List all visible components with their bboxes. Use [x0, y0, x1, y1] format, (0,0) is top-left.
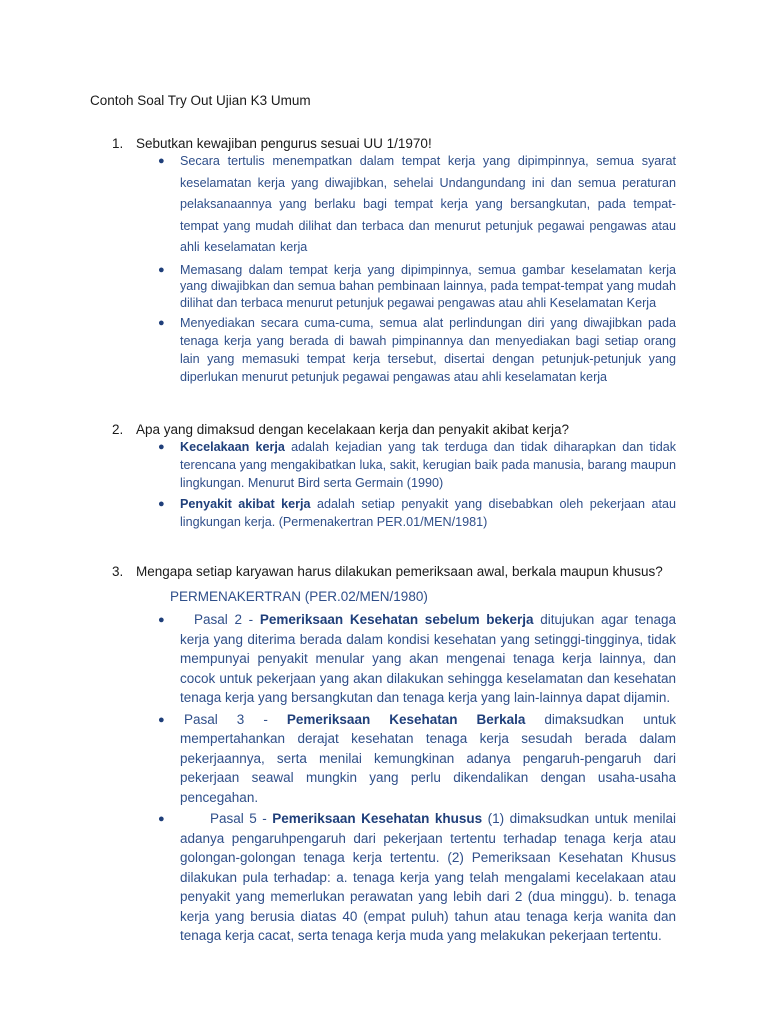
list-item: ● Secara tertulis menempatkan dalam tempat kerja yang dipimpinnya, semua syarat keselamatan kerja yang diwajibkan, sehelai Undangundang ini dan semua peraturan pelaksanaannya yang berlaku bagi tempat kerja yang bersangkutan, pada tempat-tempat yang mudah dilihat dan terbaca dan menurut petunjuk pegawai pengawas atau ahli keselamatan kerja [180, 151, 676, 259]
question-number: 3. [112, 564, 124, 579]
bullet-icon: ● [158, 614, 165, 626]
list-item: ● Penyakit akibat kerja adalah setiap penyakit yang disebabkan oleh pekerjaan atau lingkungan kerja. (Permenakertran PER.01/MEN/1981) [158, 497, 677, 529]
list-item: ● Memasang dalam tempat kerja yang dipimpinnya, semua gambar keselamatan kerja yang diwajibkan dan semua bahan pembinaan lainnya, pada tempat-tempat yang mudah dilihat dan terbaca menurut petunjuk pegawai pengawas atau ahli Keselamatan Kerja [158, 262, 676, 310]
bullet-icon: ● [158, 498, 165, 510]
list-item: ● Pasal 5 - Pemeriksaan Kesehatan khusus (1) dimaksudkan untuk menilai adanya pengaruhpengaruh dari pekerjaan tertentu terhadap tenaga kerja atau golongan-golongan tenaga kerja tertentu. (2) Pemeriksaan Kesehatan Khusus dilakukan pula terhadap: a. tenaga kerja yang telah mengalami kecelakaan atau penyakit yang memerlukan perawatan yang lebih dari 2 (dua minggu). b. tenaga kerja yang berusia diatas 40 (empat puluh) tahun atau tenaga kerja wanita dan tenaga kerja cacat, serta tenaga kerja muda yang melakukan pekerjaan tertentu. [158, 811, 676, 943]
term: Penyakit akibat kerja [180, 497, 311, 511]
document-title: Contoh Soal Try Out Ujian K3 Umum [90, 93, 311, 108]
question-number: 2. [112, 422, 124, 437]
answer-1-list [158, 151, 676, 386]
list-item: ● Kecelakaan kerja adalah kejadian yang tak terduga dan tidak diharapkan dan tidak terencana yang mengakibatkan luka, sakit, kerugian baik pada manusia, barang maupun lingkungan. Menurut Bird serta Germain (1990) [158, 440, 676, 490]
question-text: Apa yang dimaksud dengan kecelakaan kerja dan penyakit akibat kerja? [136, 422, 570, 437]
term: Pemeriksaan Kesehatan khusus [272, 811, 483, 826]
answer-2-list [158, 438, 677, 531]
bullet-icon: ● [158, 263, 165, 276]
question-3 [112, 564, 663, 579]
term: Pemeriksaan Kesehatan Berkala [286, 711, 526, 727]
question-text: Sebutkan kewajiban pengurus sesuai UU 1/1970! [136, 136, 432, 151]
bullet-icon: ● [158, 155, 165, 167]
question-2 [112, 422, 569, 437]
list-item: ● Menyediakan secara cuma-cuma, semua alat perlindungan diri yang diwajibkan pada tenaga kerja yang berada di bawah pimpinannya dan menyediakan bagi setiap orang lain yang memasuki tempat kerja tersebut, disertai dengan petunjuk-petunjuk yang diperlukan menurut petunjuk pegawai pengawas atau ahli keselamatan kerja [158, 316, 676, 385]
bullet-icon: ● [158, 813, 165, 825]
question-1 [112, 136, 432, 151]
term: Pemeriksaan Kesehatan sebelum bekerja [259, 612, 534, 627]
list-item: ● Pasal 2 - Pemeriksaan Kesehatan sebelum bekerja ditujukan agar tenaga kerja yang diterima berada dalam kondisi kesehatan yang setinggi-tingginya, tidak mempunyai penyakit menular yang akan mengenai tenaga kerja lainnya, dan cocok untuk pekerjaan yang akan dilakukan sehingga keselamatan dan kesehatan tenaga kerja yang bersangkutan dan tenaga kerja yang lain-lainnya dapat dijamin. [158, 612, 676, 705]
list-item: ● Pasal 3 - Pemeriksaan Kesehatan Berkala dimaksudkan untuk mempertahankan derajat kesehatan tenaga kerja sesudah berada dalam pekerjaannya, serta menilai kemungkinan adanya pengaruh-pengaruh dari pekerjaan seawal mungkin yang perlu dikendalikan dengan usaha-usaha pencegahan. [158, 711, 676, 805]
question-text: Mengapa setiap karyawan harus dilakukan pemeriksaan awal, berkala maupun khusus? [136, 564, 663, 579]
bullet-icon: ● [158, 441, 165, 453]
bullet-icon: ● [158, 317, 165, 330]
question-number: 1. [112, 136, 124, 151]
answer-3-list [158, 610, 676, 946]
bullet-icon: ● [158, 713, 165, 726]
term: Kecelakaan kerja [180, 440, 285, 454]
regulation-heading: PERMENAKERTRAN (PER.02/MEN/1980) [170, 589, 428, 604]
